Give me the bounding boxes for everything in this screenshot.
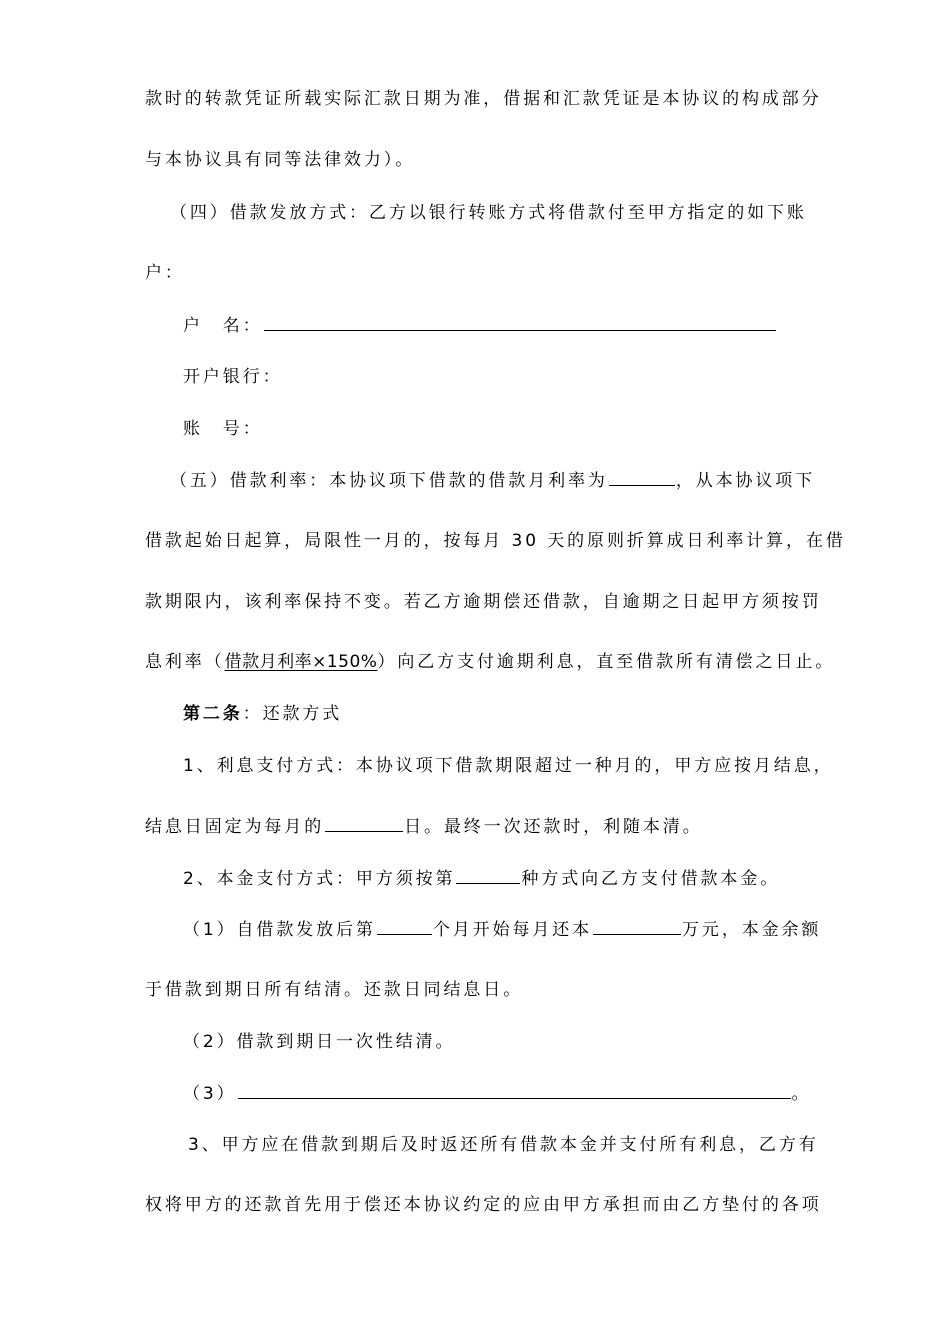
article-heading — [183, 702, 342, 726]
text: 户： — [145, 263, 185, 283]
penalty-rate-underlined: 借款月利率×150% — [224, 652, 378, 672]
paragraph-line — [145, 978, 523, 1002]
paragraph-line — [145, 148, 415, 172]
paragraph-line — [183, 754, 834, 778]
text: 个月开始每月还本 — [432, 920, 593, 940]
paragraph-line — [145, 261, 185, 285]
bank-label: 开户银行： — [183, 367, 283, 387]
account-name-line — [183, 313, 777, 338]
text: ：还款方式 — [242, 704, 343, 724]
paragraph-line — [145, 87, 822, 111]
paragraph-line — [145, 590, 822, 614]
account-number-label: 账 号： — [183, 419, 263, 439]
text: 于借款到期日所有结清。还款日同结息日。 — [145, 980, 524, 1000]
paragraph-line — [170, 468, 815, 493]
text: ，从本协议项下 — [675, 471, 816, 491]
bank-line — [183, 365, 283, 389]
text: 。 — [791, 1084, 812, 1104]
text: 日。最终一次还款时，利随本清。 — [404, 817, 703, 837]
paragraph-line — [145, 1193, 822, 1217]
text: （3） — [183, 1084, 237, 1104]
account-number-line — [183, 417, 263, 441]
paragraph-line — [183, 1081, 811, 1106]
interest-day-blank — [325, 814, 403, 832]
text: （五）借款利率：本协议项下借款的借款月利率为 — [170, 471, 608, 491]
text: （1）自借款发放后第 — [183, 920, 376, 940]
method-blank — [456, 866, 520, 884]
paragraph-line — [145, 814, 703, 839]
text: （四）借款发放方式：乙方以银行转账方式将借款付至甲方指定的如下账 — [170, 203, 807, 223]
paragraph-line — [183, 1030, 455, 1054]
text: ）向乙方支付逾期利息，直至借款所有清偿之日止。 — [377, 652, 836, 672]
month-blank — [377, 917, 432, 935]
account-name-label: 户 名： — [183, 316, 263, 336]
paragraph-line — [188, 1133, 819, 1157]
paragraph-line — [170, 201, 807, 225]
paragraph-line — [145, 529, 846, 553]
text: 万元，本金余额 — [682, 920, 822, 940]
text: （2）借款到期日一次性结清。 — [183, 1032, 456, 1052]
account-name-blank — [264, 313, 776, 331]
text: 1、利息支付方式：本协议项下借款期限超过一种月的，甲方应按月结息， — [183, 756, 834, 776]
text: 借款起始日起算，局限性一月的，按每月 30 天的原则折算成日利率计算，在借 — [145, 531, 846, 551]
amount-blank — [593, 917, 681, 935]
text: 息利率（ — [145, 652, 225, 672]
text: 与本协议具有同等法律效力）。 — [145, 150, 416, 170]
text: 权将甲方的还款首先用于偿还本协议约定的应由甲方承担而由乙方垫付的各项 — [145, 1195, 822, 1215]
text: 2、本金支付方式：甲方须按第 — [183, 869, 456, 889]
text: 款时的转款凭证所载实际汇款日期为准，借据和汇款凭证是本协议的构成部分 — [145, 89, 822, 109]
paragraph-line — [145, 650, 835, 674]
other-method-blank — [238, 1081, 791, 1099]
text: 款期限内，该利率保持不变。若乙方逾期偿还借款，自逾期之日起甲方须按罚 — [145, 592, 822, 612]
paragraph-line — [183, 866, 780, 891]
text: 结息日固定为每月的 — [145, 817, 325, 837]
article-title: 第二条 — [183, 704, 243, 724]
text: 种方式向乙方支付借款本金。 — [521, 869, 781, 889]
rate-blank — [609, 468, 675, 486]
paragraph-line — [183, 917, 821, 942]
text: 3、甲方应在借款到期后及时返还所有借款本金并支付所有利息，乙方有 — [188, 1135, 819, 1155]
